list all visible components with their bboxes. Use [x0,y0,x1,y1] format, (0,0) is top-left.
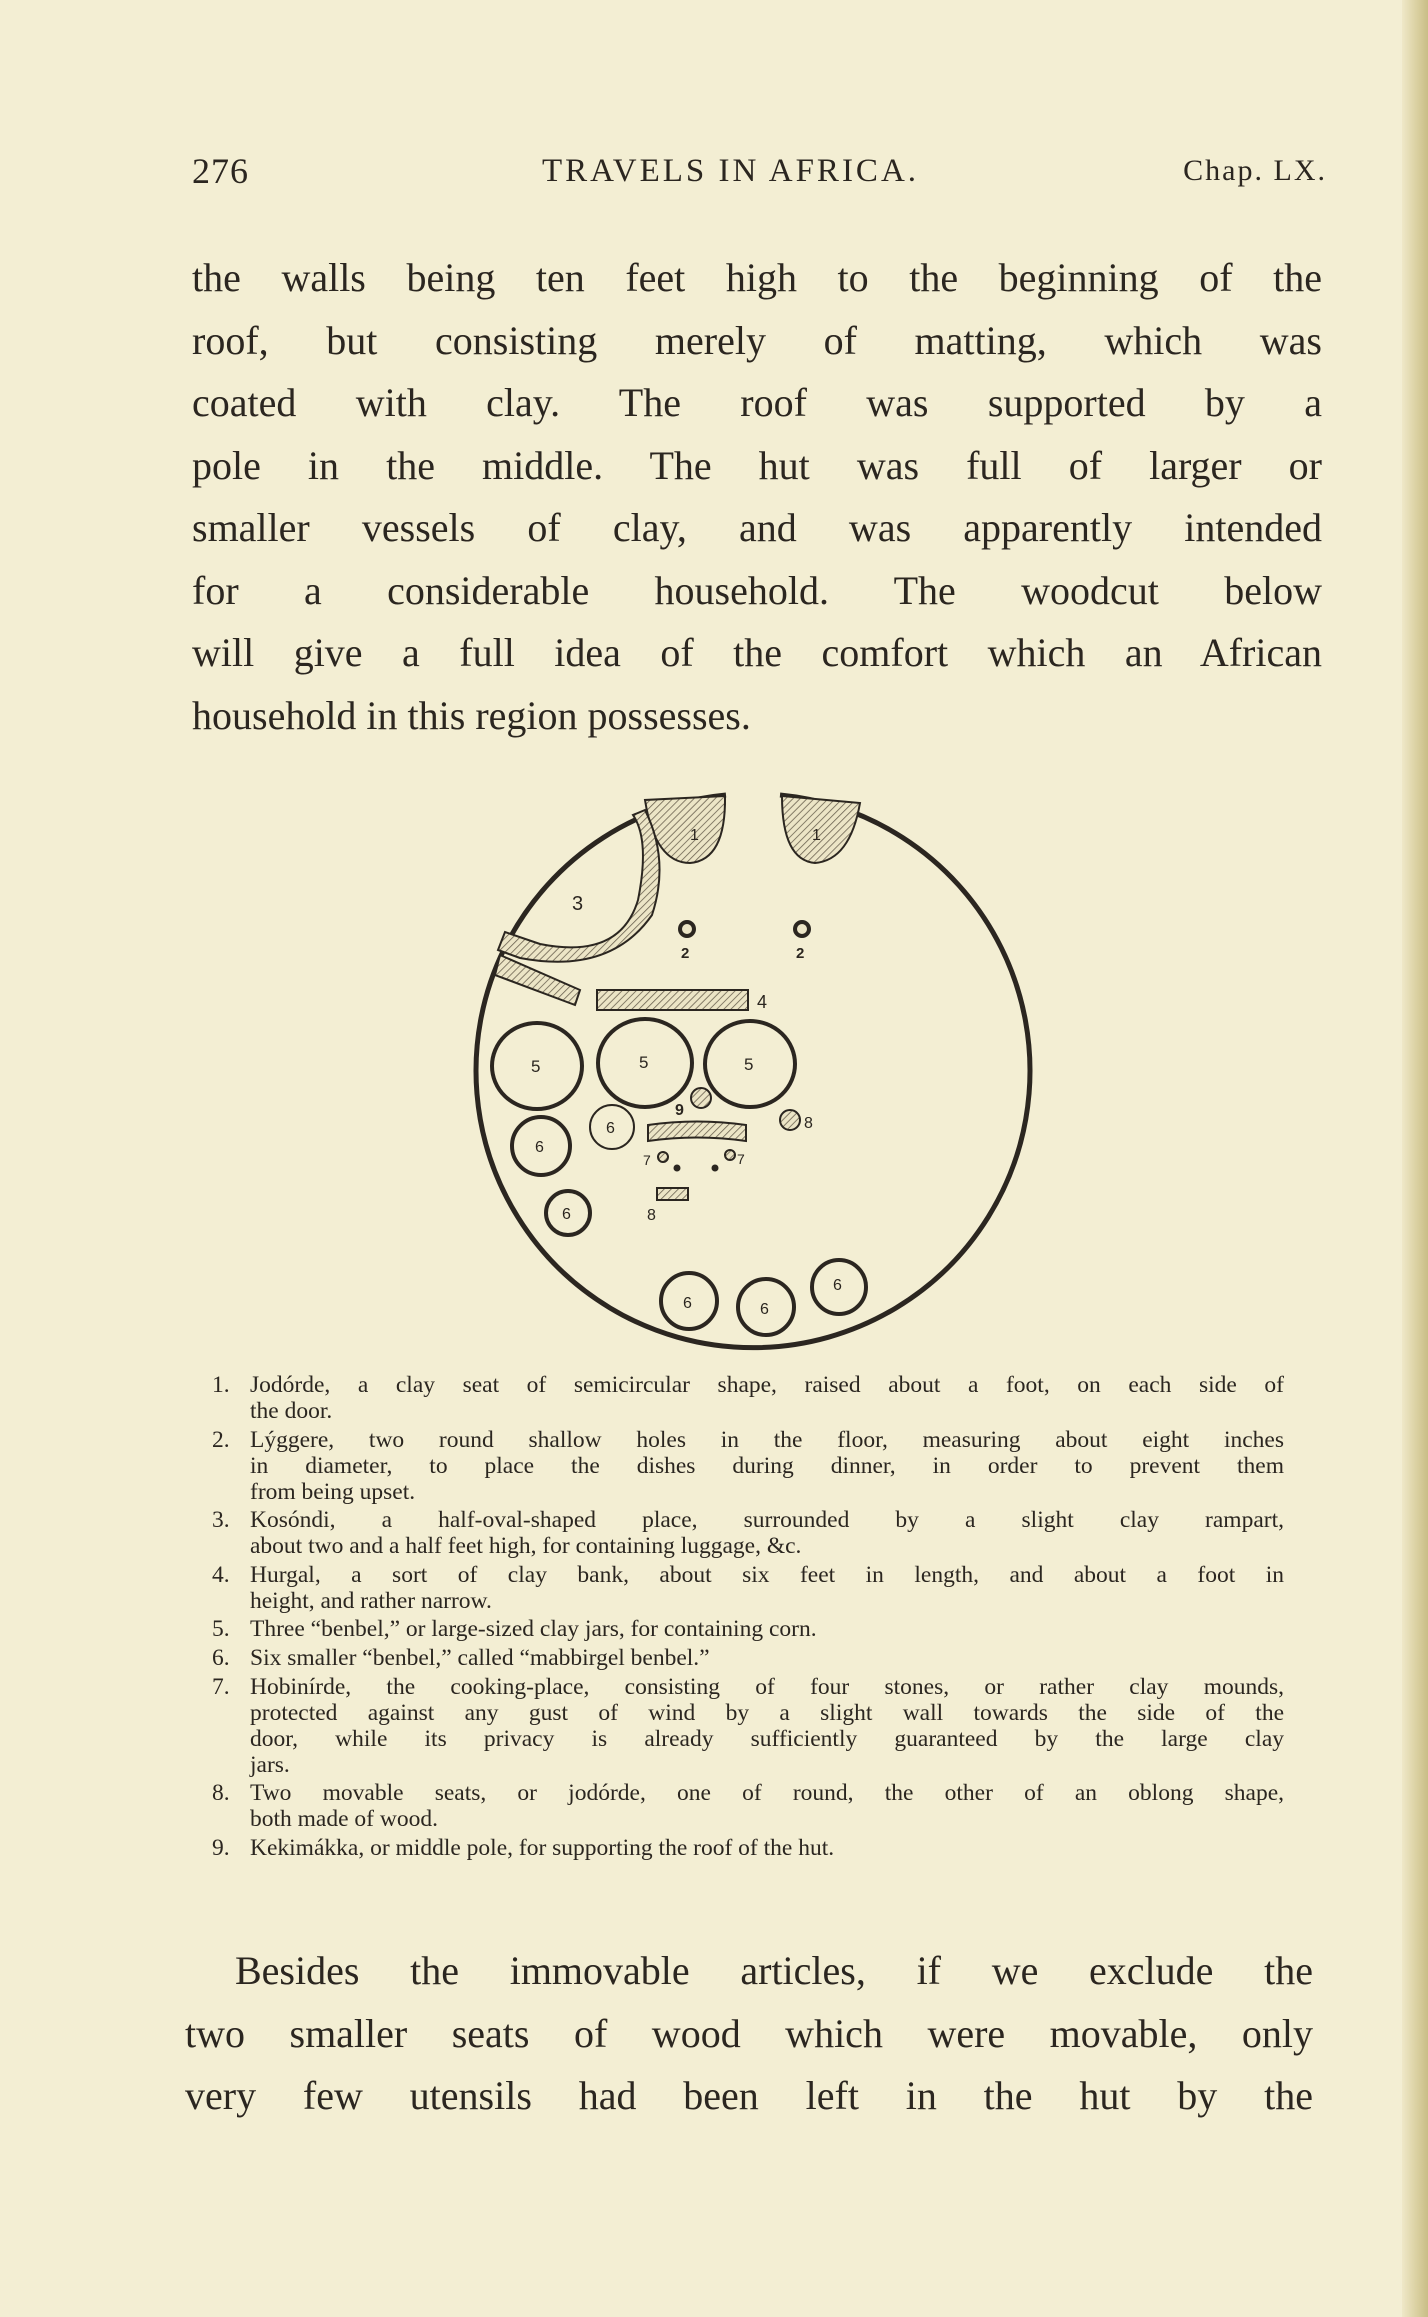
middle-pole [691,1088,711,1108]
label-7: 7 [643,1152,651,1168]
label-4: 4 [757,992,768,1012]
text-line: smaller vessels of clay, and was apparently intended [192,505,1322,550]
legend-item [212,1427,1284,1505]
text-line: household in this region possesses. [192,692,751,738]
label-2: 2 [796,945,805,962]
text-line: coated with clay. The roof was supported by a [192,380,1322,425]
svg-text:1 [690,827,699,844]
chapter-label: Chap. LX. [1183,154,1327,187]
legend-number: 1. [212,1372,230,1398]
legend-item [212,1507,1284,1559]
legend-line: Hobinírde, the cooking-place, consisting of four stones, or rather clay mounds, [250,1673,1284,1700]
legend-line: both made of wood. [250,1806,438,1833]
figure-legend [212,1372,1284,1863]
label-5: 5 [744,1055,754,1074]
seat-right [782,796,860,863]
label-6: 6 [535,1139,544,1156]
label-9: 9 [675,1102,684,1119]
label-6: 6 [562,1206,571,1223]
svg-text:1 [812,827,821,844]
text-line: the walls being ten feet high to the beginning of the [192,255,1322,300]
label-6: 6 [683,1295,692,1312]
legend-number: 7. [212,1673,230,1700]
legend-item [212,1835,1284,1861]
label-8: 8 [647,1207,656,1224]
label-7: 7 [737,1151,745,1167]
cooking-stone [658,1152,668,1162]
legend-number: 6. [212,1644,230,1671]
legend-line: in diameter, to place the dishes during dinner, in order to prevent them [250,1452,1284,1479]
legend-item [212,1780,1284,1832]
legend-line: from being upset. [250,1478,416,1505]
text-line: Besides the immovable articles, if we exclude the [235,1948,1313,1993]
text-line: very few utensils had been left in the hut by the [185,2073,1313,2118]
running-header [192,150,1327,200]
oblong-seat [657,1188,688,1200]
legend-line: Kekimákka, or middle pole, for supporting the roof of the hut. [250,1834,835,1861]
hole-left [680,922,694,936]
legend-line: Two movable seats, or jodórde, one of round, the other of an oblong shape, [250,1780,1284,1807]
round-seat [780,1110,800,1130]
cooking-wall [648,1122,746,1142]
label-5: 5 [531,1057,541,1076]
legend-number: 9. [212,1834,230,1861]
legend-line: about two and a half feet high, for containing luggage, &c. [250,1533,802,1560]
hurgal-bank [597,990,748,1010]
legend-item [212,1674,1284,1778]
text-line: for a considerable household. The woodcut below [192,567,1322,613]
label-3: 3 [572,893,584,915]
label-8: 8 [804,1115,813,1132]
legend-line: Six smaller “benbel,” called “mabbirgel benbel.” [250,1644,710,1671]
page-number: 276 [192,151,249,191]
cooking-stone [725,1150,735,1160]
legend-number: 4. [212,1561,230,1588]
label-6: 6 [606,1120,615,1137]
legend-line: jars. [250,1751,290,1778]
cooking-stone [674,1165,681,1172]
legend-line: Kosóndi, a half-oval-shaped place, surrounded by a slight clay rampart, [250,1507,1284,1534]
label-6: 6 [760,1301,769,1318]
text-line: roof, but consisting merely of matting, which was [192,317,1322,363]
running-title: TRAVELS IN AFRICA. [542,153,920,189]
hut-plan-woodcut [0,760,1428,1380]
legend-line: Three “benbel,” or large-sized clay jars, for containing corn. [250,1616,817,1643]
label-1: 1 [690,827,699,844]
legend-item [212,1562,1284,1614]
text-line: pole in the middle. The hut was full of larger or [192,442,1322,488]
hole-right [795,922,809,936]
label-1: 1 [812,827,821,844]
text-line: will give a full idea of the comfort which an African [192,630,1322,675]
legend-item [212,1616,1284,1642]
label-2: 2 [681,945,690,962]
legend-line: Hurgal, a sort of clay bank, about six feet in length, and about a foot in [250,1561,1284,1588]
legend-line: height, and rather narrow. [250,1587,492,1614]
legend-number: 3. [212,1507,230,1534]
legend-line: the door. [250,1398,333,1424]
kosondi-rampart-end [495,955,580,1005]
legend-number: 5. [212,1616,230,1643]
paragraph-top [192,247,1322,747]
cooking-stone [712,1165,719,1172]
paragraph-bottom [185,1940,1313,2128]
legend-line: protected against any gust of wind by a slight wall towards the side of the [250,1699,1284,1726]
legend-line: Lýggere, two round shallow holes in the floor, measuring about eight inches [250,1426,1284,1453]
legend-item [212,1372,1284,1424]
legend-line: door, while its privacy is already sufficiently guaranteed by the large clay [250,1725,1284,1752]
legend-item [212,1645,1284,1671]
legend-number: 8. [212,1780,230,1807]
legend-number: 2. [212,1426,230,1453]
text-line: two smaller seats of wood which were movable, only [185,2010,1313,2056]
kosondi-rampart [498,810,660,962]
label-6: 6 [833,1277,842,1294]
legend-line: Jodórde, a clay seat of semicircular shape, raised about a foot, on each side of [250,1372,1284,1398]
label-5: 5 [639,1053,649,1072]
